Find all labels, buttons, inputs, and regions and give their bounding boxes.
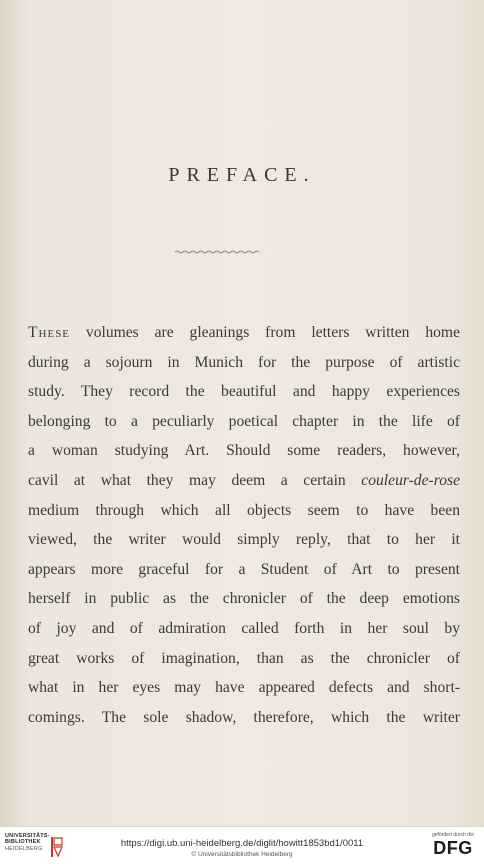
text-line-2: during a sojourn in Munich for the purpose of artistic [28,353,460,371]
library-name-line-1: UNIVERSITÄTS- [5,833,50,839]
text-line-9: appears more graceful for a Student of Art to present [28,560,460,578]
text-line-8: viewed, the writer would simply reply, that to her it [28,531,460,549]
text-line-3: study. They record the beautiful and happy experiences [28,383,460,401]
text-line-13: what in her eyes may have appeared defects and short- [28,679,460,697]
text-line-12: great works of imagination, than as the chronicler of [28,649,460,667]
text-line-5: a woman studying Art. Should some readers, however, [28,442,460,460]
copyright-text: © Universitätsbibliothek Heidelberg [191,851,293,858]
text-line-6: cavil at what they may deem a certain couleur-de-rose [28,471,460,489]
sponsor-note: gefördert durch die [432,832,474,838]
text-line-11: of joy and of admiration called forth in her soul by [28,619,460,637]
text-line-4: belonging to a peculiarly poetical chapter in the life of [28,412,460,430]
text-line-7: medium through which all objects seem to have been [28,501,460,519]
page-heading: PREFACE. [168,164,316,186]
permalink-url[interactable]: https://digi.ub.uni-heidelberg.de/diglit/howitt1853bd1/0011 [120,838,364,849]
text-line-14: comings. The sole shadow, therefore, which the writer [28,708,460,726]
library-city: HEIDELBERG [5,845,43,852]
text-line-1: These volumes are gleanings from letters written home [28,324,460,341]
library-name-line-2: BIBLIOTHEK [5,839,41,846]
italic-phrase: couleur-de-rose [361,471,460,489]
drop-lead-word: These [28,324,71,341]
text-line-10: herself in public as the chronicler of the deep emotions [28,590,460,608]
preface-text [28,318,460,732]
dfg-logo: DFG [433,838,473,858]
footer-bar [0,826,484,864]
ornament-divider [175,248,261,256]
sponsor-block[interactable] [429,832,477,858]
